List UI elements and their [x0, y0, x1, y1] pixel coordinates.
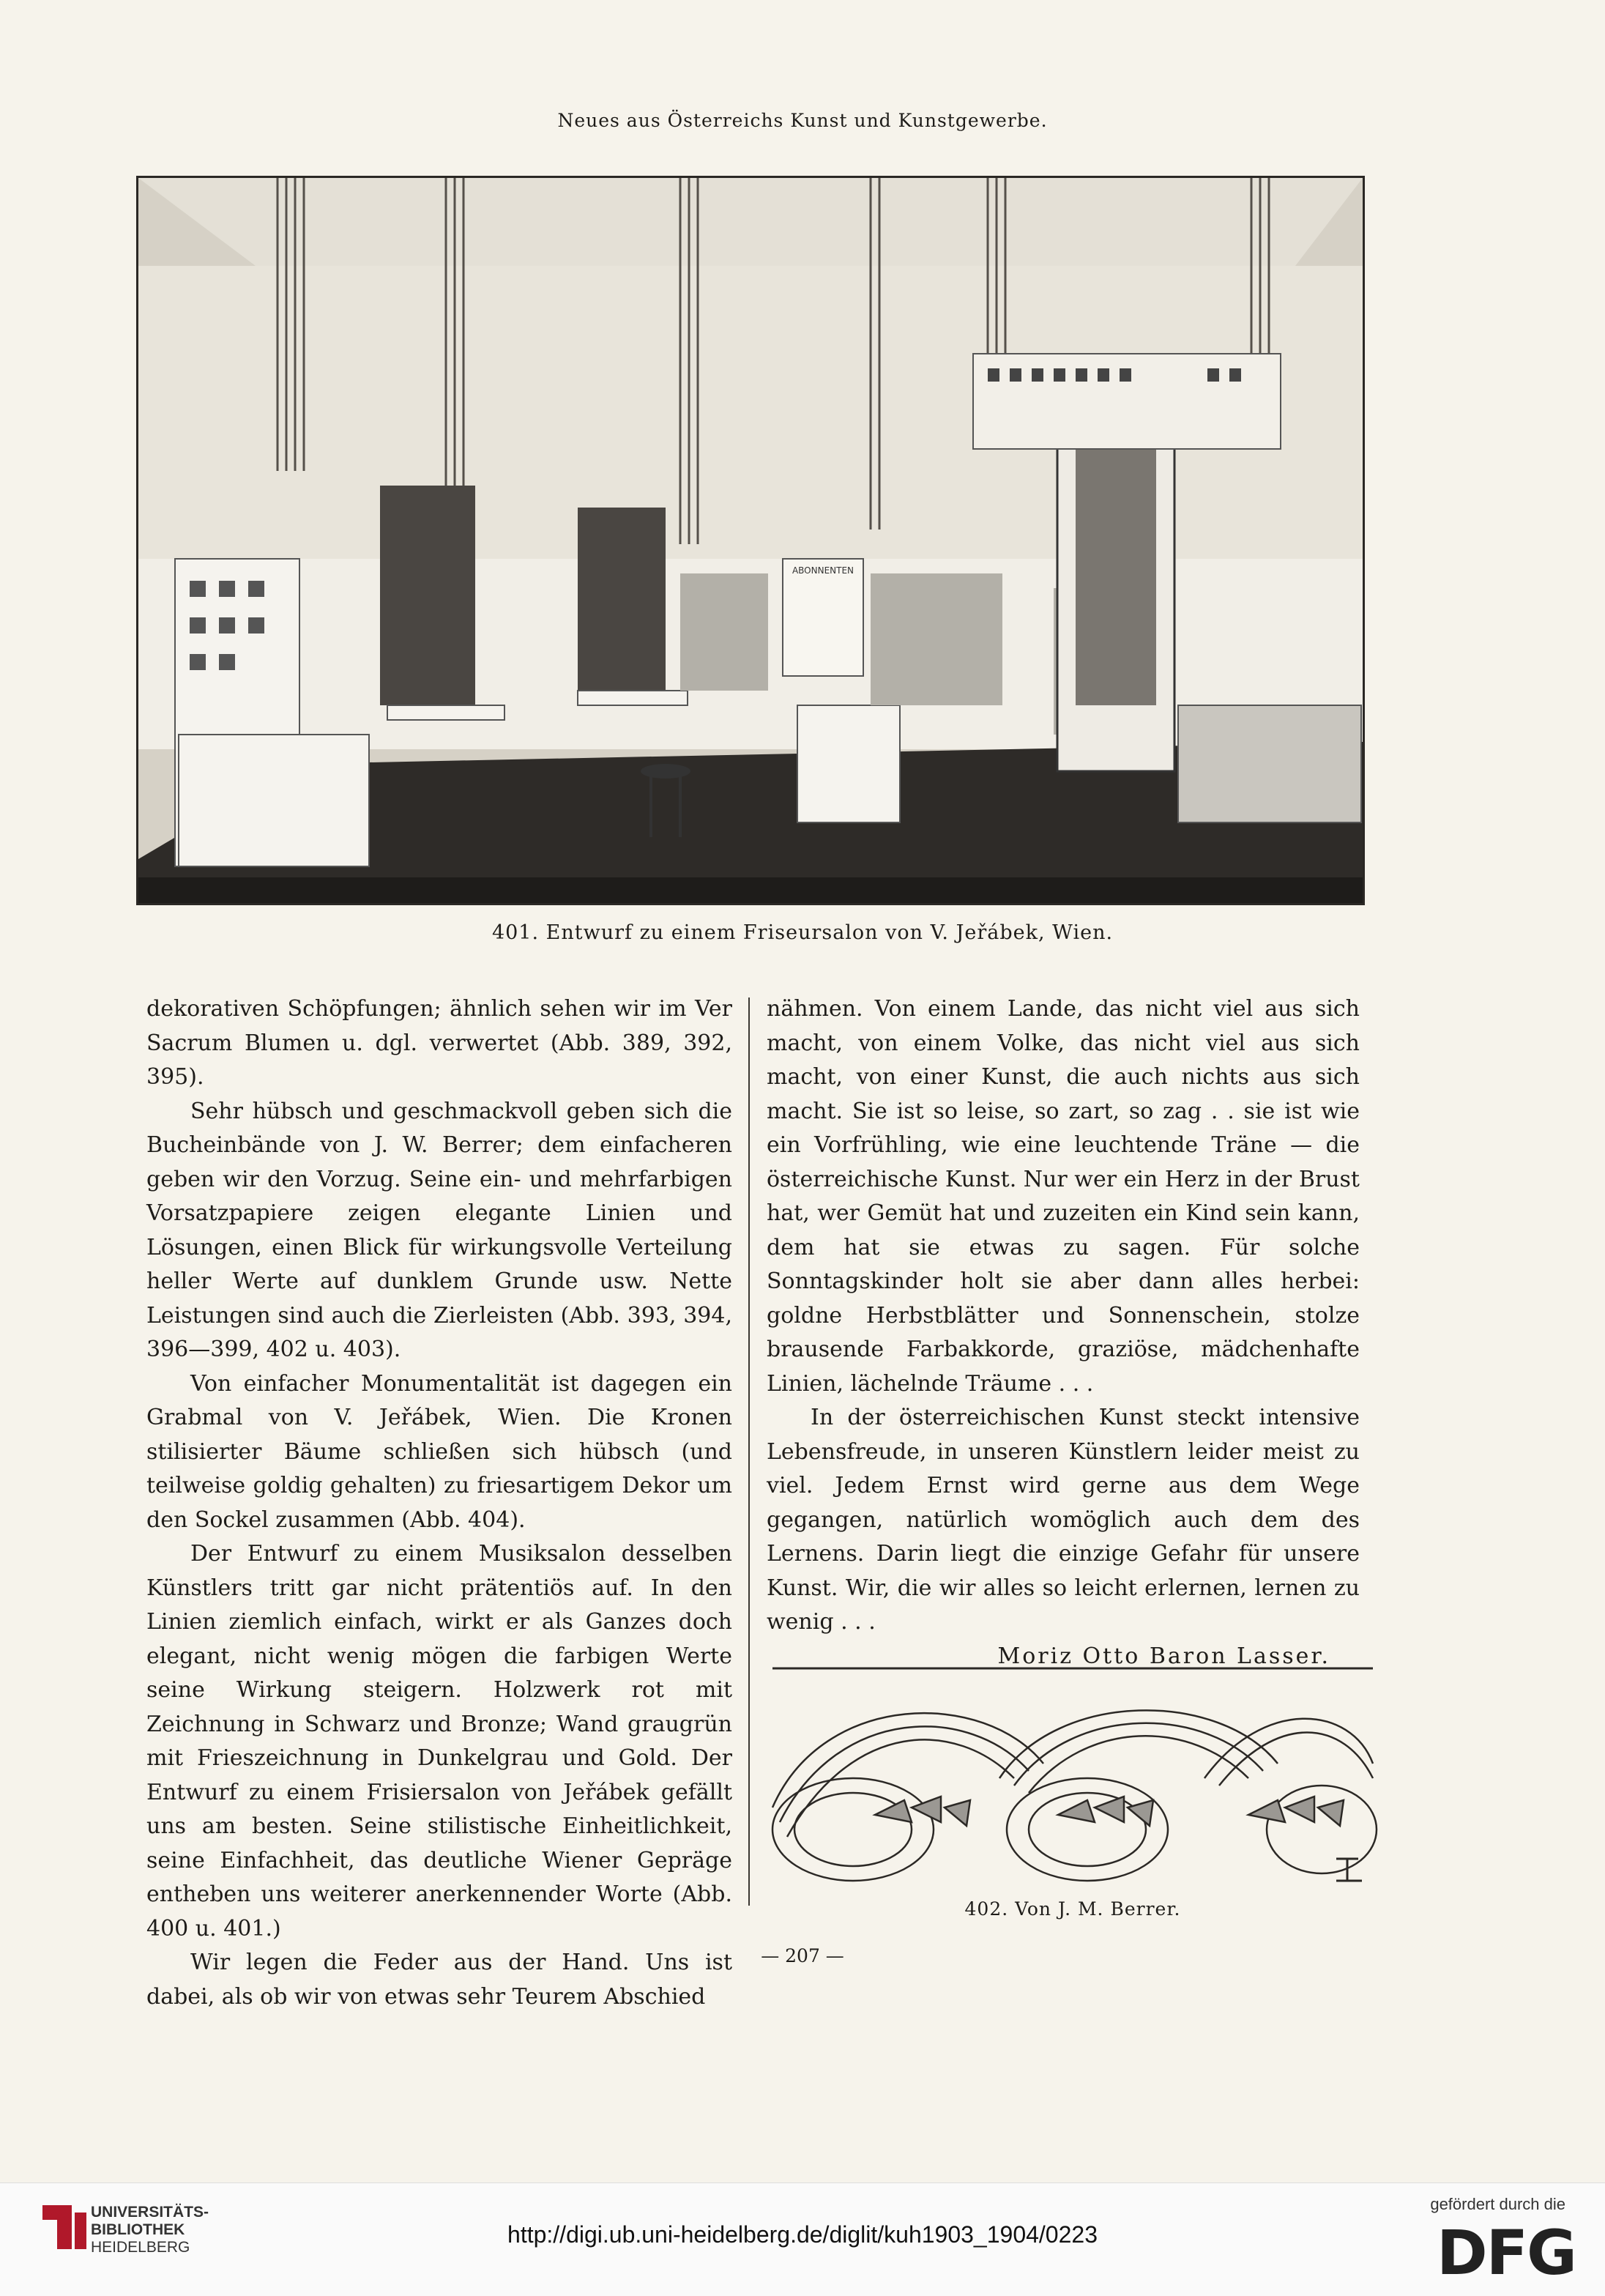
dfg-logo: DFG — [1436, 2217, 1576, 2289]
figure-401-illustration — [136, 176, 1365, 905]
column-divider — [748, 997, 750, 1906]
library-line: HEIDELBERG — [91, 2239, 190, 2256]
page-number: — 207 — — [761, 1945, 844, 1966]
author-signature: Moriz Otto Baron Lasser. — [997, 1643, 1330, 1669]
digitization-footer — [0, 2182, 1605, 2296]
left-paragraph: dekorativen Schöpfungen; ähnlich sehen wir im Ver Sacrum Blumen u. dgl. verwertet (Abb. 389, 392, 395). — [146, 996, 732, 1090]
right-text-column — [767, 992, 1360, 1673]
left-paragraph: Von einfacher Monumentalität ist dagegen ein Grabmal von V. Jeřábek, Wien. Die Kronen stilisierter Bäume schließen sich hübsch (und teilweise goldig gehalten) zu friesartigem Dekor um den Sockel zusammen (Abb. 404). — [146, 1370, 732, 1533]
left-text-column — [146, 992, 732, 2014]
right-paragraph: nähmen. Von einem Lande, das nicht viel aus sich macht, von einem Volke, das nicht viel aus sich macht, von einer Kunst, die auch nichts aus sich macht. Sie ist so leise, so zart, so zag . . sie ist wie ein Vorfrühling, wie eine leuchtende Träne — die österreichische Kunst. Nur wer ein Herz in der Brust hat, wer Gemüt hat und zuzeiten ein Kind sein kann, dem hat sie etwas zu sagen. Für solche Sonntagskinder holt sie aber dann alles herbei: goldne Herbstblätter und Sonnenschein, stolze brausende Farbakkorde, graziöse, mädchenhafte Linien, lächelnde Träume . . . — [767, 996, 1360, 1397]
funding-note: gefördert durch die — [1430, 2195, 1565, 2213]
abonnenten-label: ABONNENTEN — [792, 565, 854, 576]
source-url-link[interactable]: http://digi.ub.uni-heidelberg.de/diglit/kuh1903_1904/0223 — [507, 2221, 1098, 2248]
library-line: BIBLIOTHEK — [91, 2221, 185, 2238]
left-paragraph: Der Entwurf zu einem Musiksalon desselben Künstlers tritt gar nicht prätentiös auf. In den Linien ziemlich einfach, wirkt er als Ganzes doch elegant, nicht wenig mögen die farbigen Werte seine Wirkung steigern. Holzwerk rot mit Zeichnung in Schwarz und Bronze; Wand graugrün mit Frieszeichnung in Dunkelgrau und Gold. Der Entwurf zu einem Frisiersalon von Jeřábek gefällt uns am besten. Seine stilistische Einheitlichkeit, seine Einfachheit, das deutliche Wiener Gepräge entheben uns weiterer anerkennender Worte (Abb. 400 u. 401.) — [146, 1541, 732, 1942]
library-line: UNIVERSITÄTS- — [91, 2204, 209, 2221]
running-header: Neues aus Österreichs Kunst und Kunstgewerbe. — [557, 110, 1048, 131]
figure-402-caption: 402. Von J. M. Berrer. — [964, 1898, 1181, 1920]
left-paragraph: Wir legen die Feder aus der Hand. Uns ist dabei, als ob wir von etwas sehr Teurem Abschied — [146, 1950, 732, 2010]
figure-402-ornament — [765, 1661, 1380, 1895]
figure-401-caption: 401. Entwurf zu einem Friseursalon von V. Jeřábek, Wien. — [491, 921, 1114, 944]
right-paragraph: In der österreichischen Kunst steckt intensive Lebensfreude, in unseren Künstlern leider meist zu viel. Jedem Ernst wird gerne aus dem Wege gegangen, natürlich womöglich auch dem des Lernens. Darin liegt die einzige Gefahr für unsere Kunst. Wir, die wir alles so leicht erlernen, lernen zu wenig . . . — [767, 1405, 1360, 1635]
left-paragraph: Sehr hübsch und geschmackvoll geben sich die Bucheinbände von J. W. Berrer; dem einfacheren geben wir den Vorzug. Seine ein- und mehrfarbigen Vorsatzpapiere zeigen elegante Linien und Lösungen, einen Blick für wirkungsvolle Verteilung heller Werte auf dunklem Grunde usw. Nette Leistungen sind auch die Zierleisten (Abb. 393, 394, 396—399, 402 u. 403). — [146, 1098, 732, 1362]
